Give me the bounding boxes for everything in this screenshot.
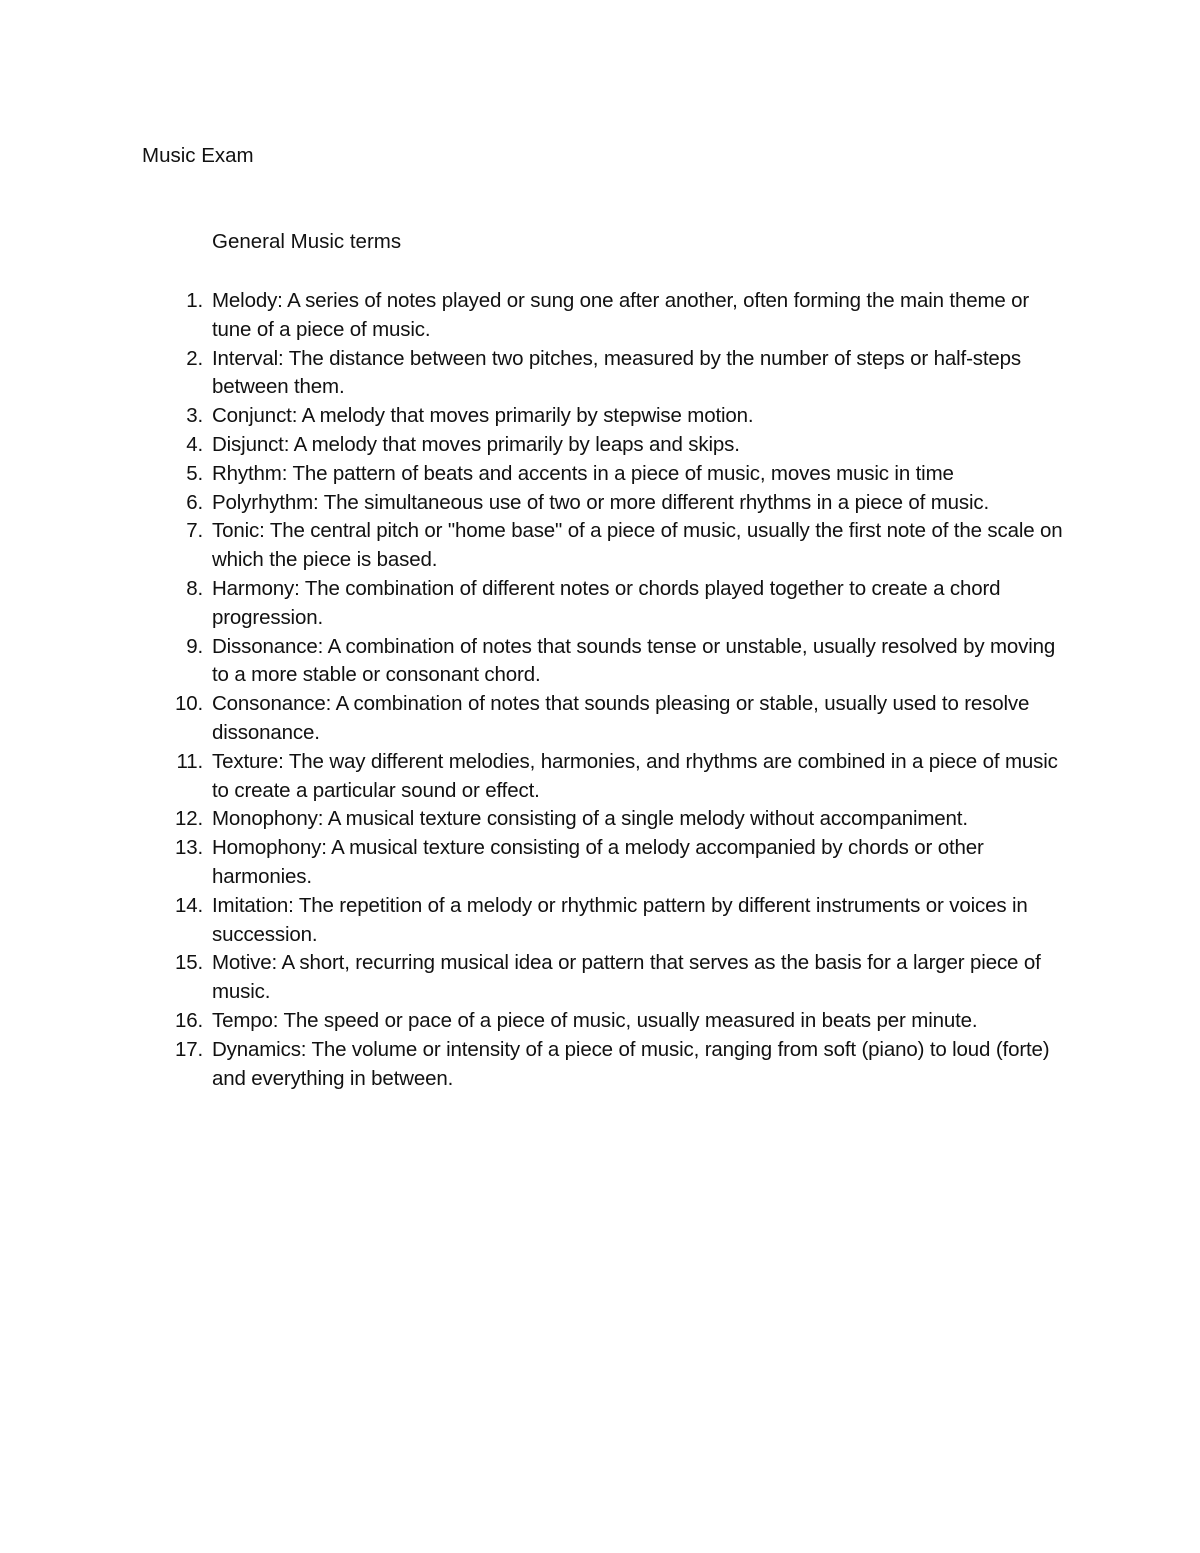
term-text: Melody: A series of notes played or sung one after another, often forming the main theme or tune of a piece of music.	[212, 289, 1030, 341]
term-number: 10.	[174, 692, 203, 716]
term-item	[0, 575, 1072, 633]
term-text: Motive: A short, recurring musical idea or pattern that serves as the basis for a larger piece of music.	[212, 951, 1041, 1004]
term-number: 13.	[174, 836, 203, 860]
term-item	[0, 1036, 1072, 1094]
term-text: Tonic: The central pitch or "home base" of a piece of music, usually the first note of the scale on which the piece is based.	[212, 519, 1063, 572]
term-item	[0, 834, 1072, 892]
term-item	[0, 805, 1072, 834]
term-number: 1.	[186, 289, 203, 312]
term-item	[0, 892, 1072, 950]
term-text: Imitation: The repetition of a melody or rhythmic pattern by different instruments or voices in succession.	[212, 893, 1028, 946]
term-text: Dynamics: The volume or intensity of a piece of music, ranging from soft (piano) to loud (forte) and everything in between.	[212, 1037, 1050, 1090]
term-item	[0, 748, 1072, 806]
section-heading: General Music terms	[212, 230, 402, 253]
term-number: 17.	[174, 1037, 203, 1061]
term-text: Monophony: A musical texture consisting of a single melody without accompaniment.	[212, 807, 968, 831]
term-number: 6.	[186, 490, 203, 514]
term-number: 16.	[174, 1008, 203, 1032]
term-number: 5.	[186, 461, 203, 485]
term-text: Interval: The distance between two pitches, measured by the number of steps or half-steps between them.	[212, 346, 1021, 399]
term-item	[0, 690, 1072, 748]
term-item	[0, 633, 1072, 691]
term-text: Rhythm: The pattern of beats and accents in a piece of music, moves music in time	[212, 461, 954, 485]
term-item	[0, 431, 1072, 460]
term-text: Disjunct: A melody that moves primarily by leaps and skips.	[212, 432, 740, 456]
term-text: Texture: The way different melodies, harmonies, and rhythms are combined in a piece of music to create a particular sound or effect.	[212, 749, 1058, 802]
term-number: 4.	[186, 432, 203, 456]
term-text: Homophony: A musical texture consisting of a melody accompanied by chords or other harmonies.	[212, 836, 984, 888]
term-number: 12.	[174, 807, 203, 831]
term-item	[0, 517, 1072, 575]
term-item	[0, 489, 1072, 518]
term-item	[0, 345, 1072, 403]
term-number: 14.	[174, 893, 203, 917]
term-number: 9.	[186, 634, 203, 658]
term-text: Polyrhythm: The simultaneous use of two or more different rhythms in a piece of music.	[212, 490, 990, 514]
term-text: Consonance: A combination of notes that sounds pleasing or stable, usually used to resolve dissonance.	[212, 692, 1030, 744]
document-title: Music Exam	[142, 144, 254, 167]
term-text: Dissonance: A combination of notes that sounds tense or unstable, usually resolved by moving to a more stable or consonant chord.	[212, 634, 1056, 687]
term-item	[0, 402, 1072, 431]
term-text: Conjunct: A melody that moves primarily by stepwise motion.	[212, 404, 754, 428]
term-number: 15.	[174, 951, 203, 975]
term-number: 2.	[186, 346, 203, 370]
term-item	[0, 287, 1072, 345]
term-item	[0, 1007, 1072, 1036]
term-item	[0, 460, 1072, 489]
term-number: 8.	[186, 576, 203, 600]
terms-list	[0, 287, 1200, 1093]
term-number: 7.	[186, 519, 203, 543]
term-number: 11.	[176, 749, 203, 773]
term-text: Tempo: The speed or pace of a piece of music, usually measured in beats per minute.	[212, 1008, 978, 1032]
term-number: 3.	[186, 404, 203, 428]
term-text: Harmony: The combination of different notes or chords played together to create a chord progression.	[212, 576, 1001, 629]
term-item	[0, 949, 1072, 1007]
